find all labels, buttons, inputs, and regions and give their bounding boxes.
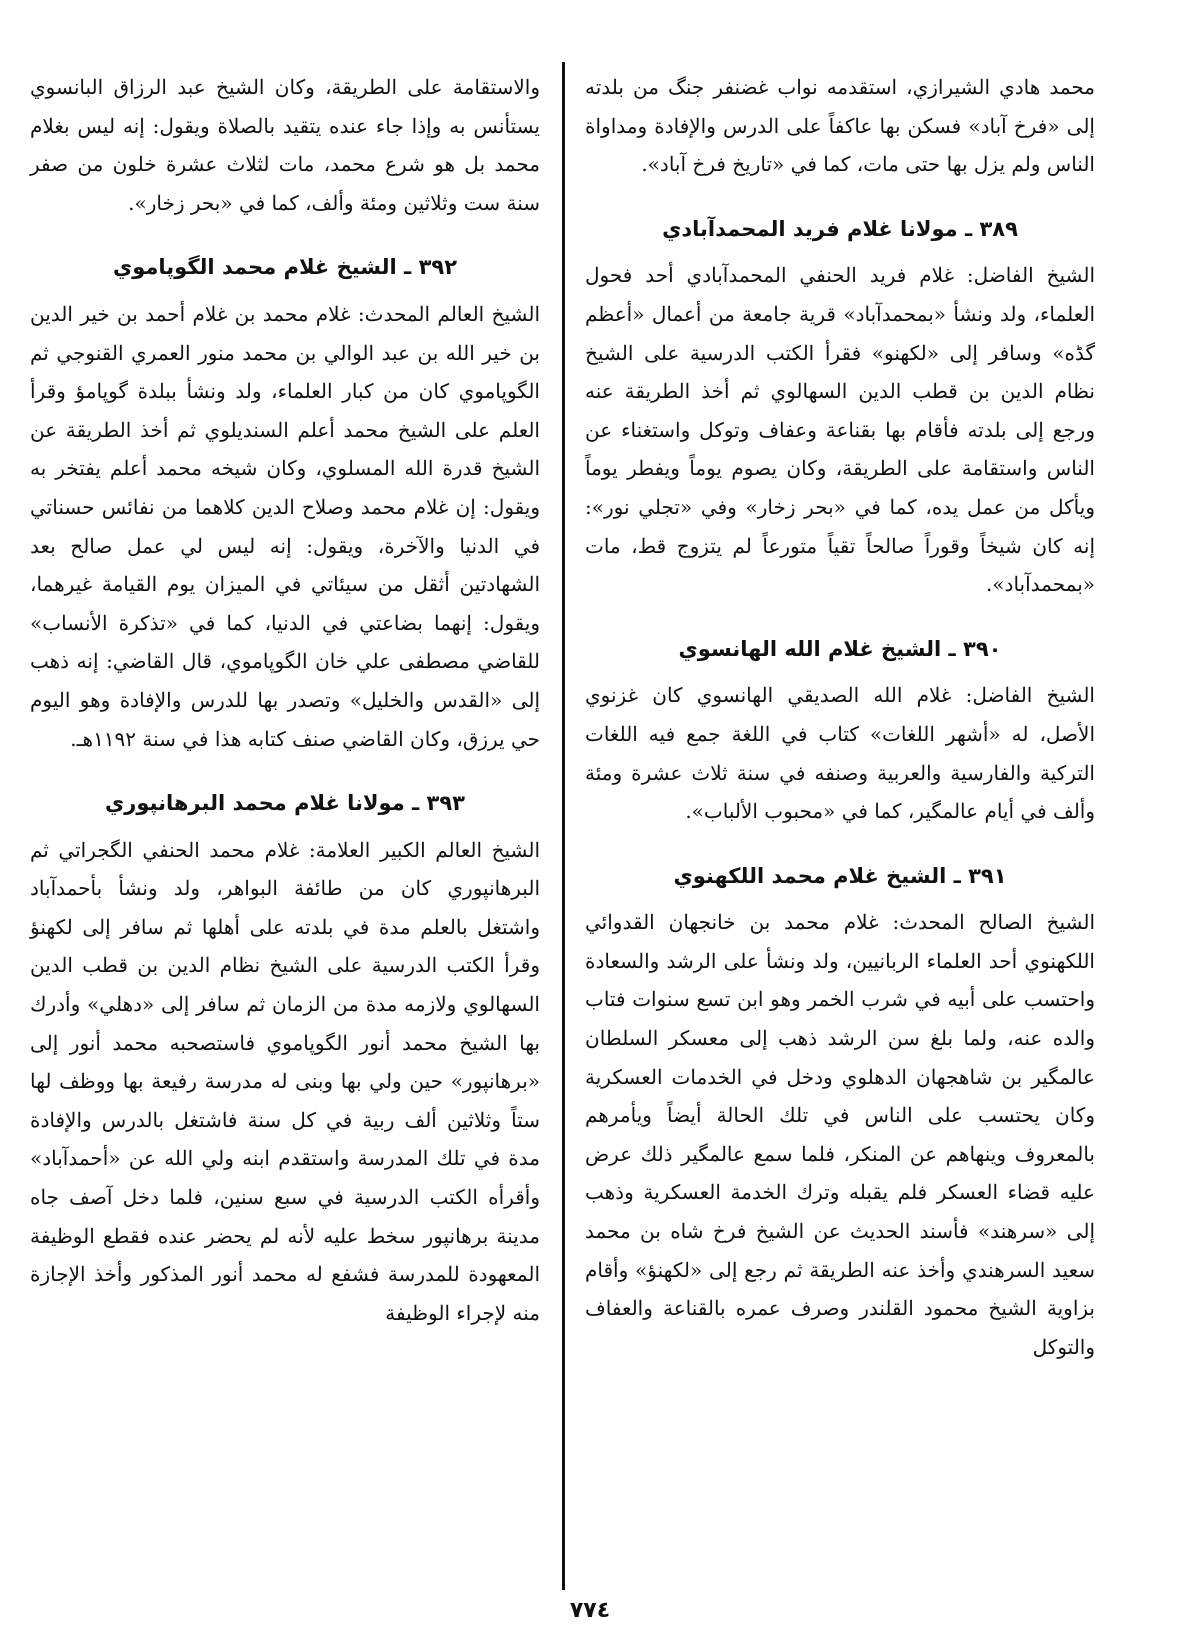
entry-body: الشيخ الصالح المحدث: غلام محمد بن خانجهان القدوائي اللكهنوي أحد العلماء الربانيين، ولد ونشأ على الرشد والسعادة واحتسب على أبيه في شرب الخمر وهو ابن تسع سنوات فتاب والده عنه، ولما بلغ سن الرشد ذهب إلى معسكر السلطان عالمگير بن شاهجهان الدهلوي ودخل في الخدمات العسكرية وكان يحتسب على الناس في تلك الحالة أيضاً ويأمرهم بالمعروف وينهاهم عن المنكر، فلما سمع عالمگير ذلك عرض عليه قضاء العسكر فلم يقبله وترك الخدمة العسكرية وذهب إلى «سرهند» فأسند الحديث عن الشيخ فرخ شاه بن محمد سعيد السرهندي وأخذ عنه الطريقة ثم رجع إلى «لكهنؤ» وأقام بزاوية الشيخ محمود القلندر وصرف عمره بالقناعة والعفاف والتوكل <box>585 910 1095 1359</box>
continuation-paragraph-left <box>30 68 540 222</box>
entry-body: الشيخ العالم المحدث: غلام محمد بن غلام أحمد بن خير الدين بن خير الله بن عبد الوالي بن محمد منور العمري القنوجي ثم الگوپاموي كان من كبار العلماء، ولد ونشأ ببلدة گوپامؤ وقرأ العلم على الشيخ محمد أعلم السنديلوي ثم أخذ الطريقة عن الشيخ قدرة الله المسلوي، وكان شيخه محمد أعلم يفتخر به ويقول: إن غلام محمد وصلاح الدين كلاهما من نفائس حسناتي في الدنيا والآخرة، ويقول: إنه ليس لي عمل صالح بعد الشهادتين أثقل من سيئاتي في الميزان يوم القيامة غيرهما، ويقول: إنهما بضاعتي في الدنيا، كما في «تذكرة الأنساب» للقاضي مصطفى علي خان الگوپاموي، قال القاضي: إنه ذهب إلى «القدس والخليل» وتصدر بها للدرس والإفادة وهو اليوم حي يرزق، وكان القاضي صنف كتابه هذا في سنة ١١٩٢هـ. <box>30 301 541 751</box>
entry-heading: ٣٩٠ ـ الشيخ غلام الله الهانسوي <box>678 636 1002 661</box>
entry-heading: ٣٩٣ ـ مولانا غلام محمد البرهانپوري <box>105 791 465 816</box>
column-divider <box>562 62 565 1590</box>
paragraph-text: والاستقامة على الطريقة، وكان الشيخ عبد الرزاق البانسوي يستأنس به وإذا جاء عنده يتقيد بالصلاة ويقول: إنه ليس بغلام محمد بل هو شرع محمد، مات لثلاث عشرة خلون من صفر سنة ست وثلاثين ومئة وألف، كما في «بحر زخار». <box>30 75 540 215</box>
entry-heading: ٣٨٩ ـ مولانا غلام فريد المحمدآبادي <box>662 216 1018 241</box>
continuation-paragraph-right <box>585 68 1095 184</box>
entry-body: الشيخ الفاضل: غلام الله الصديقي الهانسوي كان غزنوي الأصل، له «أشهر اللغات» كتاب في اللغة جمع فيه اللغات التركية والفارسية والعربية وصنفه في سنة ثلاث عشرة ومئة وألف في أيام عالمگير، كما في «محبوب الألباب». <box>585 683 1095 824</box>
entry-391 <box>585 857 1095 1367</box>
entry-body: الشيخ العالم الكبير العلامة: غلام محمد الحنفي الگجراتي ثم البرهانپوري كان من طائفة البواهر، ولد ونشأ بأحمدآباد واشتغل بالعلم مدة في بلدته على أهلها ثم سافر إلى لكهنؤ وقرأ الكتب الدرسية على الشيخ نظام الدين بن قطب الدين السهالوي ولازمه مدة من الزمان ثم سافر إلى «دهلي» وأدرك بها الشيخ محمد أنور الگوپاموي فاستصحبه محمد أنور إلى «برهانپور» حين ولي بها وبنى له مدرسة رفيعة بها ووظف لها ستاً وثلاثين ألف ربية في كل سنة فاشتغل بالدرس والإفادة مدة في تلك المدرسة واستقدم ابنه ولي الله عن «أحمدآباد» وأقرأه الكتب الدرسية في سبع سنين، فلما دخل آصف جاه مدينة برهانپور سخط عليه لأنه لم يحضر عنده فقطع الوظيفة المعهودة للمدرسة فشفع له محمد أنور المذكور وأخذ الإجازة منه لإجراء الوظيفة <box>30 837 540 1325</box>
entry-392 <box>30 248 540 758</box>
paragraph-text: محمد هادي الشيرازي، استقدمه نواب غضنفر جنگ من بلدته إلى «فرخ آباد» فسكن بها عاكفاً على الدرس والإفادة ومداواة الناس ولم يزل بها حتى مات، كما في «تاريخ فرخ آباد». <box>585 75 1095 177</box>
left-column <box>30 68 540 1332</box>
entry-389 <box>585 210 1095 604</box>
right-column <box>585 68 1095 1366</box>
page-number: ٧٧٤ <box>569 1598 611 1623</box>
entry-393 <box>30 784 540 1332</box>
entry-body: الشيخ الفاضل: غلام فريد الحنفي المحمدآبادي أحد فحول العلماء، ولد ونشأ «بمحمدآباد» قرية جامعة من أعمال «أعظم گڈه» وسافر إلى «لكهنو» فقرأ الكتب الدرسية على الشيخ نظام الدين بن قطب الدين السهالوي ثم أخذ الطريقة عنه ورجع إلى بلدته فأقام بها بقناعة وعفاف وتوكل واستغناء عن الناس واستقامة على الطريقة، وكان يصوم يوماً ويفطر يوماً ويأكل من عمل يده، كما في «بحر زخار» وفي «تجلي نور»: إنه كان شيخاً وقوراً صالحاً تقياً متورعاً لم يتزوج قط، مات «بمحمدآباد». <box>585 263 1095 597</box>
entry-heading: ٣٩٢ ـ الشيخ غلام محمد الگوپاموي <box>112 255 458 280</box>
entry-heading: ٣٩١ ـ الشيخ غلام محمد اللكهنوي <box>673 863 1007 888</box>
entry-390 <box>585 630 1095 831</box>
